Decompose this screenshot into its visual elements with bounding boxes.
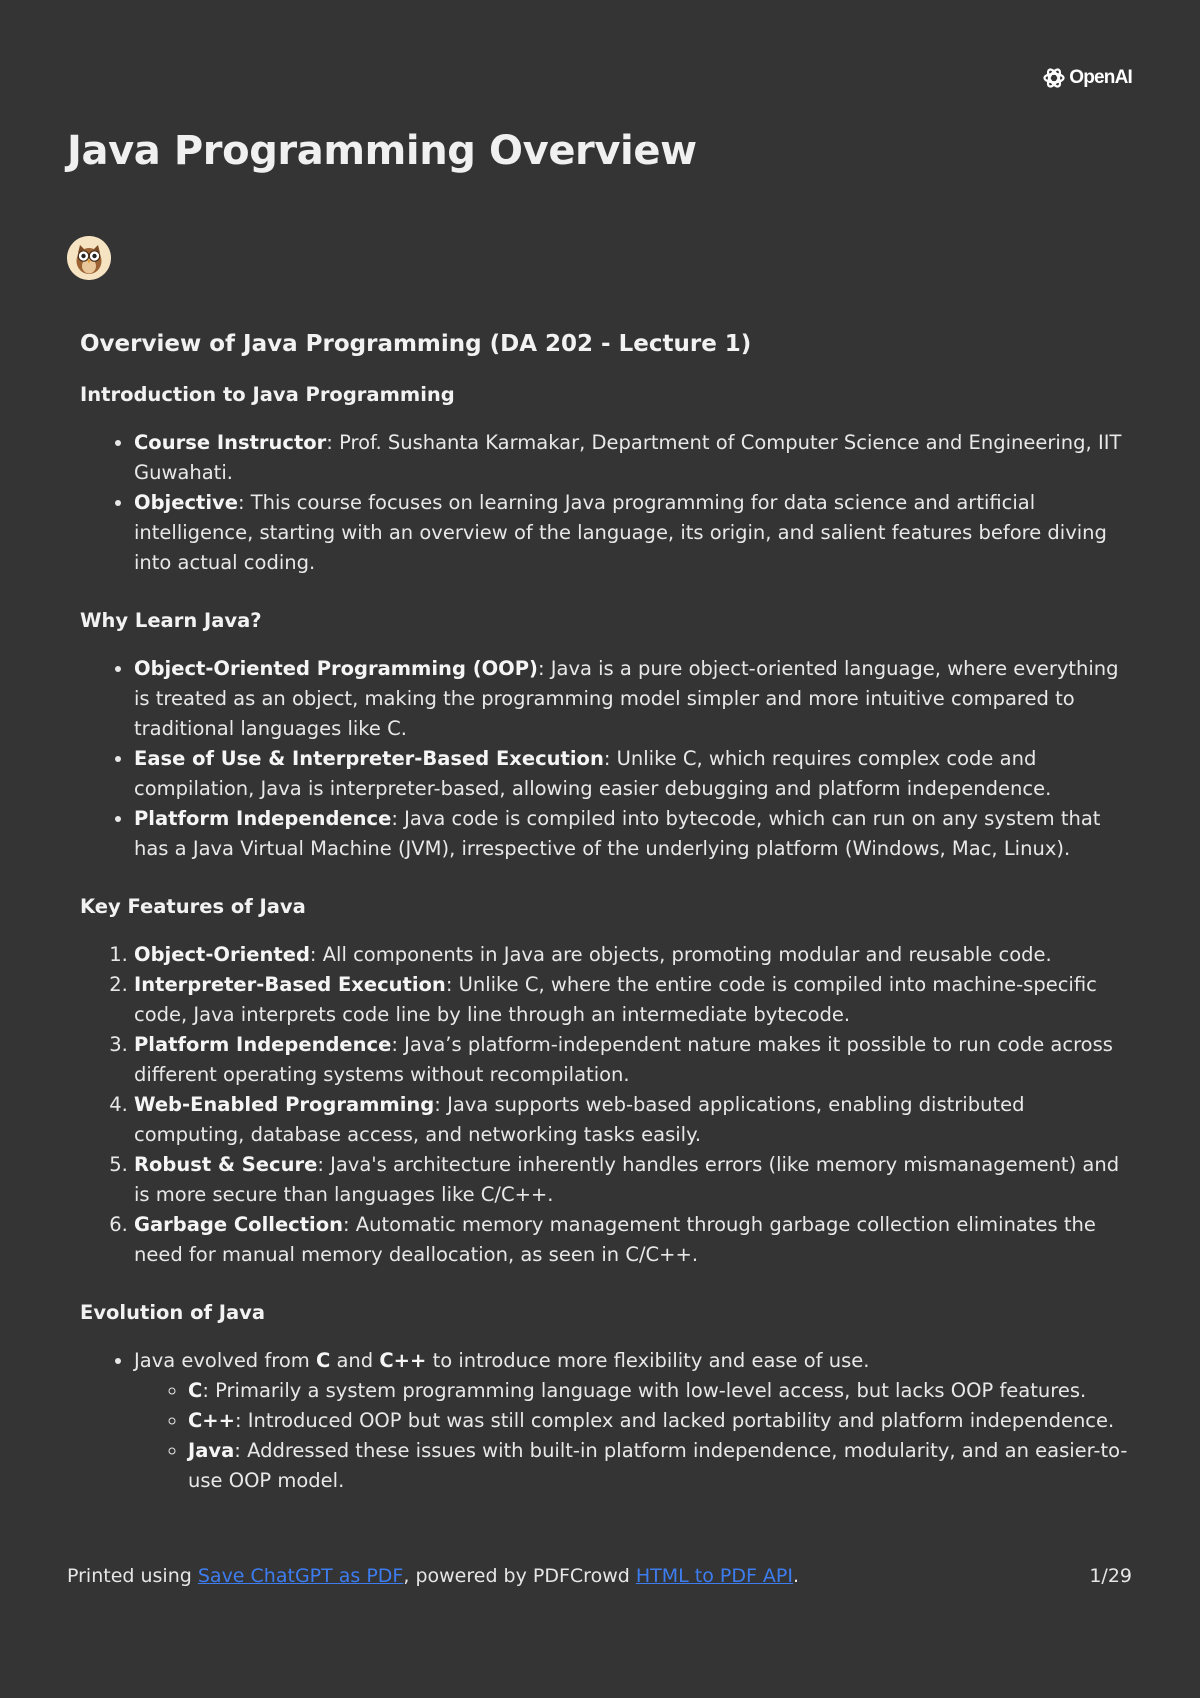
item-text: Automatic memory management through garbage collection eliminates the need for manual memory deallocation, as seen in C/C++. bbox=[134, 1213, 1096, 1266]
why-learn-java-list bbox=[80, 654, 1130, 864]
list-item: 2. Interpreter-Based Execution: Unlike C, where the entire code is compiled into machine-specific code, Java interprets code line by line through an intermediate bytecode. bbox=[134, 970, 1130, 1030]
item-text: Addressed these issues with built-in platform independence, modularity, and an easier-to-use OOP model. bbox=[188, 1439, 1128, 1492]
item-label: Robust & Secure bbox=[134, 1153, 318, 1176]
item-text: Prof. Sushanta Karmakar, Department of Computer Science and Engineering, IIT Guwahati. bbox=[134, 431, 1122, 484]
openai-knot-icon bbox=[1042, 66, 1066, 90]
list-item bbox=[134, 1346, 1130, 1496]
introduction-list bbox=[80, 428, 1130, 578]
sublist-item: ◦ C: Primarily a system programming language with low-level access, but lacks OOP features. bbox=[188, 1376, 1130, 1406]
sublist-item: ◦ Java: Addressed these issues with built-in platform independence, modularity, and an easier-to-use OOP model. bbox=[188, 1436, 1130, 1496]
evolution-intro-after: to introduce more flexibility and ease of use. bbox=[426, 1349, 870, 1372]
list-item: • Ease of Use & Interpreter-Based Execution: Unlike C, which requires complex code and compilation, Java is interpreter-based, allowing easier debugging and platform independence. bbox=[134, 744, 1130, 804]
item-text: Java code is compiled into bytecode, which can run on any system that has a Java Virtual Machine (JVM), irrespective of the underlying platform (Windows, Mac, Linux). bbox=[134, 807, 1101, 860]
list-item: • Platform Independence: Java code is compiled into bytecode, which can run on any system that has a Java Virtual Machine (JVM), irrespective of the underlying platform (Windows, Mac, Linux). bbox=[134, 804, 1130, 864]
list-item: 6. Garbage Collection: Automatic memory management through garbage collection eliminates the need for manual memory deallocation, as seen in C/C++. bbox=[134, 1210, 1130, 1270]
item-text: Unlike C, where the entire code is compiled into machine-specific code, Java interprets code line by line through an intermediate bytecode. bbox=[134, 973, 1097, 1026]
item-text: Introduced OOP but was still complex and lacked portability and platform independence. bbox=[247, 1409, 1115, 1432]
item-label: Interpreter-Based Execution bbox=[134, 973, 446, 996]
item-label: Objective bbox=[134, 491, 238, 514]
list-item: 5. Robust & Secure: Java's architecture inherently handles errors (like memory mismanagement) and is more secure than languages like C/C++. bbox=[134, 1150, 1130, 1210]
sublist-item: ◦ C++: Introduced OOP but was still complex and lacked portability and platform independence. bbox=[188, 1406, 1130, 1436]
section-heading-introduction: Introduction to Java Programming bbox=[80, 383, 455, 406]
article-heading: Overview of Java Programming (DA 202 - Lecture 1) bbox=[80, 331, 752, 357]
item-text: Java’s platform-independent nature makes it possible to run code across different operating systems without recompilation. bbox=[134, 1033, 1113, 1086]
item-text: Java is a pure object-oriented language, where everything is treated as an object, making the programming model simpler and more intuitive compared to traditional languages like C. bbox=[134, 657, 1119, 740]
save-chatgpt-pdf-link[interactable]: Save ChatGPT as PDF bbox=[197, 1565, 404, 1587]
evolution-intro-before: Java evolved from bbox=[134, 1349, 316, 1372]
item-label: Object-Oriented Programming (OOP) bbox=[134, 657, 538, 680]
item-label: Ease of Use & Interpreter-Based Execution bbox=[134, 747, 604, 770]
evolution-intro-cpp: C++ bbox=[379, 1349, 427, 1372]
article-body bbox=[80, 328, 1130, 1524]
item-label: C++ bbox=[188, 1409, 235, 1432]
item-label: Web-Enabled Programming bbox=[134, 1093, 435, 1116]
item-label: Platform Independence bbox=[134, 1033, 392, 1056]
item-text: All components in Java are objects, promoting modular and reusable code. bbox=[322, 943, 1052, 966]
brand-name: OpenAI bbox=[1069, 67, 1132, 88]
item-label: Platform Independence bbox=[134, 807, 392, 830]
item-text: Primarily a system programming language with low-level access, but lacks OOP features. bbox=[215, 1379, 1087, 1402]
item-text: Java supports web-based applications, enabling distributed computing, database access, and networking tasks easily. bbox=[134, 1093, 1025, 1146]
page-title: Java Programming Overview bbox=[67, 128, 697, 174]
list-item: • Object-Oriented Programming (OOP): Java is a pure object-oriented language, where everything is treated as an object, making the programming model simpler and more intuitive compared to traditional languages like C. bbox=[134, 654, 1130, 744]
evolution-list bbox=[80, 1346, 1130, 1496]
section-heading-why-learn-java: Why Learn Java? bbox=[80, 609, 262, 632]
list-item: 3. Platform Independence: Java’s platform-independent nature makes it possible to run code across different operating systems without recompilation. bbox=[134, 1030, 1130, 1090]
item-label: Garbage Collection bbox=[134, 1213, 344, 1236]
list-item: 4. Web-Enabled Programming: Java supports web-based applications, enabling distributed computing, database access, and networking tasks easily. bbox=[134, 1090, 1130, 1150]
html-to-pdf-api-link[interactable]: HTML to PDF API bbox=[635, 1565, 793, 1587]
item-text: Unlike C, which requires complex code and compilation, Java is interpreter-based, allowing easier debugging and platform independence. bbox=[134, 747, 1052, 800]
item-label: C bbox=[188, 1379, 203, 1402]
item-label: Java bbox=[188, 1439, 235, 1462]
list-item: • Course Instructor: Prof. Sushanta Karmakar, Department of Computer Science and Engineering, IIT Guwahati. bbox=[134, 428, 1130, 488]
evolution-intro-c: C bbox=[315, 1349, 331, 1372]
list-item: 1. Object-Oriented: All components in Java are objects, promoting modular and reusable code. bbox=[134, 940, 1130, 970]
footer-middle: , powered by PDFCrowd bbox=[403, 1565, 636, 1587]
item-text: This course focuses on learning Java programming for data science and artificial intelligence, starting with an overview of the language, its origin, and salient features before diving into actual coding. bbox=[134, 491, 1107, 574]
item-label: Object-Oriented bbox=[134, 943, 310, 966]
section-heading-key-features: Key Features of Java bbox=[80, 895, 306, 918]
item-text: Java's architecture inherently handles errors (like memory mismanagement) and is more secure than languages like C/C++. bbox=[134, 1153, 1120, 1206]
item-label: Course Instructor bbox=[134, 431, 327, 454]
key-features-list bbox=[80, 940, 1130, 1270]
page-number: 1/29 bbox=[1089, 1565, 1132, 1587]
section-heading-evolution: Evolution of Java bbox=[80, 1301, 266, 1324]
owl-avatar-icon bbox=[67, 236, 111, 280]
openai-logo bbox=[1042, 66, 1132, 90]
footer-suffix: . bbox=[792, 1565, 800, 1587]
list-item: • Objective: This course focuses on learning Java programming for data science and artificial intelligence, starting with an overview of the language, its origin, and salient features before diving into actual coding. bbox=[134, 488, 1130, 578]
print-footer bbox=[67, 1562, 1132, 1590]
evolution-sublist bbox=[134, 1376, 1130, 1496]
evolution-intro-and: and bbox=[330, 1349, 380, 1372]
footer-prefix: Printed using bbox=[67, 1565, 198, 1587]
